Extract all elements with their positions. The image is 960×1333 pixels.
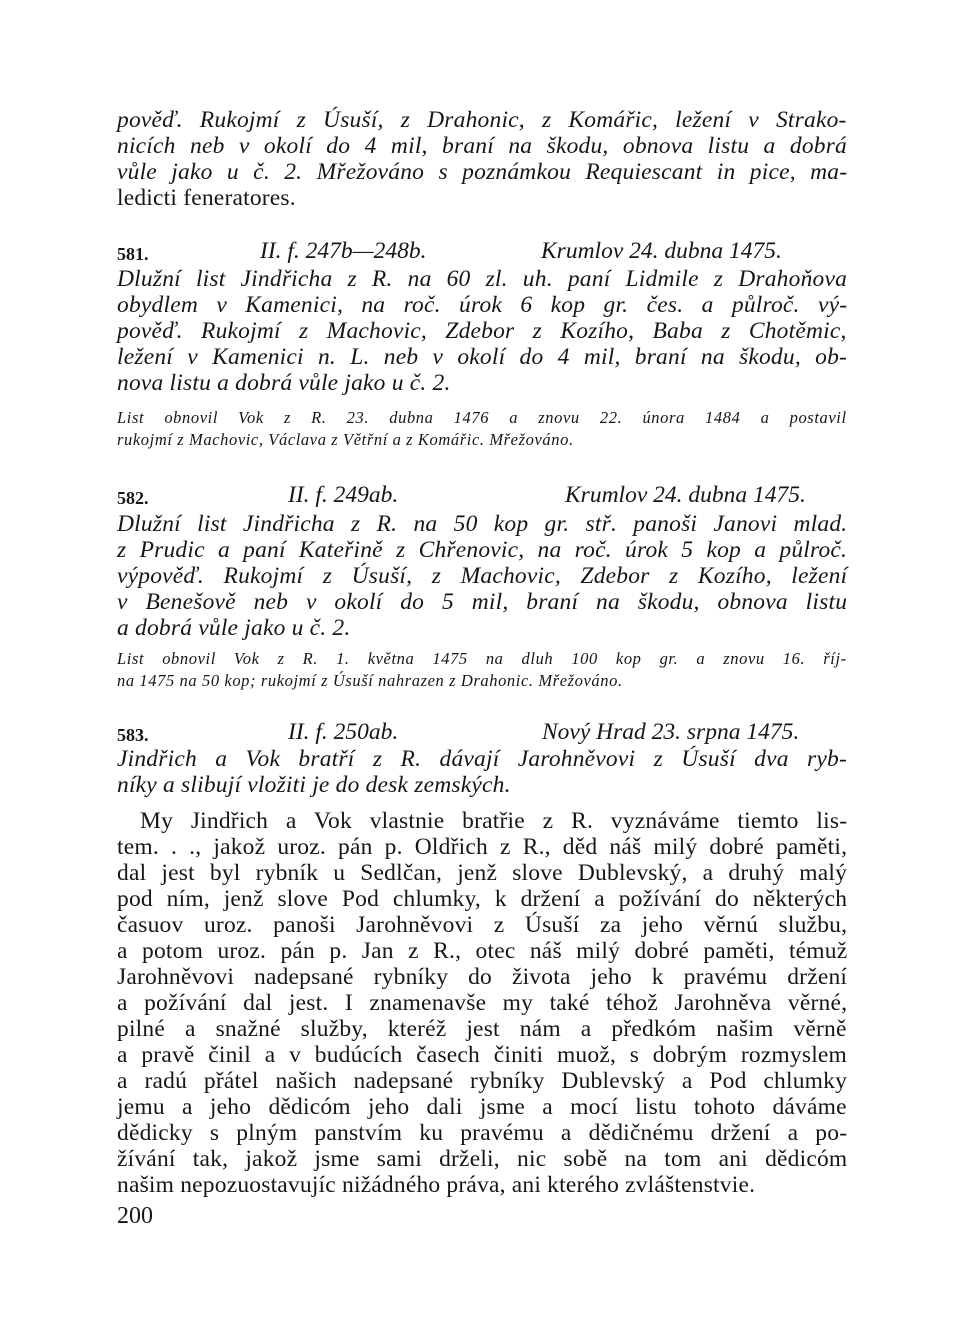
page-number: 200 bbox=[117, 1203, 153, 1229]
entry-note-line: List obnovil Vok z R. 23. dubna 1476 a znovu 22. února 1484 a postavil bbox=[117, 408, 847, 427]
top-paragraph-line-2: nicích neb v okolí do 4 mil, braní na škodu, obnova listu a dobrá bbox=[117, 133, 848, 159]
charter-text-line: My Jindřich a Vok vlastnie bratřie z R. vyznáváme tiemto lis- bbox=[140, 808, 848, 834]
entry-note-line: na 1475 na 50 kop; rukojmí z Úsuší nahrazen z Drahonic. Mřežováno. bbox=[117, 671, 623, 690]
charter-text-line: a radú přátel našich nadepsané rybníky Dublevský a Pod chlumky bbox=[117, 1068, 848, 1094]
entry-body-line: ležení v Kamenici n. L. neb v okolí do 4 mil, braní na škodu, ob- bbox=[117, 344, 848, 370]
entry-note-line: List obnovil Vok z R. 1. května 1475 na dluh 100 kop gr. a znovu 16. říj- bbox=[117, 649, 847, 668]
entry-body-line: nova listu a dobrá vůle jako u č. 2. bbox=[117, 370, 451, 396]
entry-place-date: Krumlov 24. dubna 1475. bbox=[541, 238, 782, 264]
charter-text-line: našim nepozuostavujíc nižádného práva, ani kterého zvláštenstvie. bbox=[117, 1172, 756, 1198]
charter-text-line: Jarohněvovi nadepsané rybníky do života jeho k pravému držení bbox=[117, 964, 848, 990]
entry-body-line: pověď. Rukojmí z Machovic, Zdebor z Kozího, Baba z Chotěmic, bbox=[117, 318, 847, 344]
entry-body-line: Dlužní list Jindřicha z R. na 50 kop gr. stř. panoši Janovi mlad. bbox=[117, 511, 848, 537]
entry-number: 581. bbox=[117, 244, 149, 264]
charter-text-line: a pravě činil a v budúcích časech činiti muož, s dobrým rozmyslem bbox=[117, 1042, 848, 1068]
charter-text-line: pod ním, jenž slove Pod chlumky, k držení a požívání do některých bbox=[117, 886, 848, 912]
entry-body-line: z Prudic a paní Kateřině z Chřenovic, na roč. úrok 5 kop a půlroč. bbox=[117, 537, 848, 563]
entry-body-line: obydlem v Kamenici, na roč. úrok 6 kop gr. čes. a půlroč. vý- bbox=[117, 292, 848, 318]
entry-place-date: Krumlov 24. dubna 1475. bbox=[565, 482, 806, 508]
entry-body-line: Dlužní list Jindřicha z R. na 60 zl. uh. paní Lidmile z Drahoňova bbox=[117, 266, 848, 292]
entry-number: 582. bbox=[117, 488, 149, 508]
charter-text-line: žívání tak, jakož jsme sami drželi, nic sobě na tom ani dědicóm bbox=[117, 1146, 848, 1172]
entry-summary-line: níky a slibují vložiti je do desk zemských. bbox=[117, 772, 511, 798]
charter-text-line: jemu a jeho dědicóm jeho dali jsme a mocí listu tohoto dáváme bbox=[117, 1094, 847, 1120]
entry-summary-line: Jindřich a Vok bratří z R. dávají Jarohněvovi z Úsuší dva ryb- bbox=[117, 746, 847, 772]
entry-note-line: rukojmí z Machovic, Václava z Větřní a z Komářic. Mřežováno. bbox=[117, 430, 574, 449]
charter-text-line: a požívání dal jest. I znamenavše my také téhož Jarohněva věrné, bbox=[117, 990, 848, 1016]
entry-folio: II. f. 247b—248b. bbox=[260, 238, 427, 264]
entry-body-line: v Benešově neb v okolí do 5 mil, braní na škodu, obnova listu bbox=[117, 589, 848, 615]
charter-text-line: a potom uroz. pán p. Jan z R., otec náš milý dobré paměti, témuž bbox=[117, 938, 848, 964]
entry-number: 583. bbox=[117, 725, 149, 745]
charter-text-line: tem. . ., jakož uroz. pán p. Oldřich z R., děd náš milý dobré paměti, bbox=[117, 834, 848, 860]
entry-body-line: a dobrá vůle jako u č. 2. bbox=[117, 615, 351, 641]
entry-folio: II. f. 249ab. bbox=[288, 482, 399, 508]
entry-place-date: Nový Hrad 23. srpna 1475. bbox=[542, 719, 800, 745]
charter-text-line: dal jest byl rybník u Sedlčan, jenž slove Dublevský, a druhý malý bbox=[117, 860, 848, 886]
charter-text-line: dědicky s plným panstvím ku pravému a dědičnému držení a po- bbox=[117, 1120, 848, 1146]
top-paragraph-line-4: ledicti feneratores. bbox=[117, 185, 296, 211]
top-paragraph-line-1: pověď. Rukojmí z Úsuší, z Drahonic, z Komářic, ležení v Strako- bbox=[117, 107, 847, 133]
entry-folio: II. f. 250ab. bbox=[288, 719, 399, 745]
charter-text-line: pilné a snažné služby, kteréž jest nám a předkóm našim věrně bbox=[117, 1016, 847, 1042]
charter-text-line: časuov uroz. panoši Jarohněvovi z Úsuší za jeho věrnú službu, bbox=[117, 912, 848, 938]
entry-body-line: výpověď. Rukojmí z Úsuší, z Machovic, Zdebor z Kozího, ležení bbox=[117, 563, 848, 589]
top-paragraph-line-3: vůle jako u č. 2. Mřežováno s poznámkou Requiescant in pice, ma- bbox=[117, 159, 848, 185]
